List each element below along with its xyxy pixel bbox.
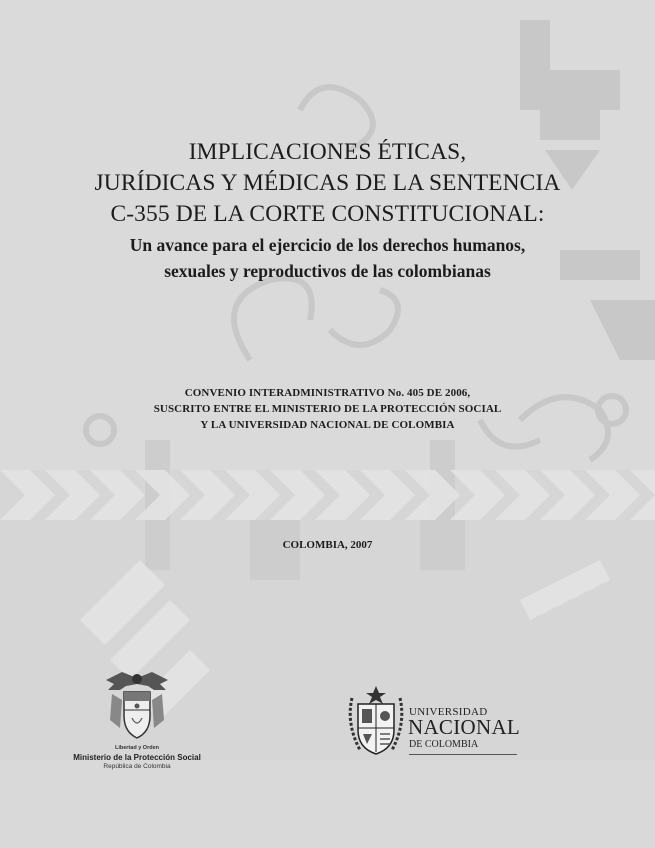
subtitle-line-2: sexuales y reproductivos de las colombianas [164, 261, 491, 281]
subtitle-line-1: Un avance para el ejercicio de los derechos humanos, [129, 235, 526, 255]
convenio-block [0, 385, 655, 433]
university-seal-icon [346, 684, 406, 760]
ministerio-name: Ministerio de la Protección Social [73, 753, 201, 762]
convenio-line-2: SUSCRITO ENTRE EL MINISTERIO DE LA PROTECCIÓN SOCIAL [153, 403, 502, 415]
convenio-line-1: CONVENIO INTERADMINISTRATIVO No. 405 DE 2006, [184, 387, 471, 399]
title-line-2: JURÍDICAS Y MÉDICAS DE LA SENTENCIA [94, 170, 561, 196]
universidad-underline [409, 754, 517, 755]
ministerio-country: República de Colombia [103, 763, 171, 770]
title-line-1: IMPLICACIONES ÉTICAS, [188, 139, 467, 165]
ministerio-motto: Libertad y Orden [114, 745, 159, 751]
universidad-line-2: NACIONAL [408, 715, 521, 739]
coat-of-arms-icon [102, 670, 172, 742]
document-subtitle [0, 232, 655, 284]
place-date: COLOMBIA, 2007 [282, 539, 373, 551]
title-line-3: C-355 DE LA CORTE CONSTITUCIONAL: [110, 201, 545, 227]
document-title [0, 137, 655, 230]
universidad-line-3: DE COLOMBIA [409, 739, 479, 750]
universidad-line-1: UNIVERSIDAD [409, 706, 488, 718]
universidad-nacional-logo [346, 684, 526, 764]
convenio-line-3: Y LA UNIVERSIDAD NACIONAL DE COLOMBIA [200, 419, 455, 431]
ministerio-logo [62, 670, 212, 770]
